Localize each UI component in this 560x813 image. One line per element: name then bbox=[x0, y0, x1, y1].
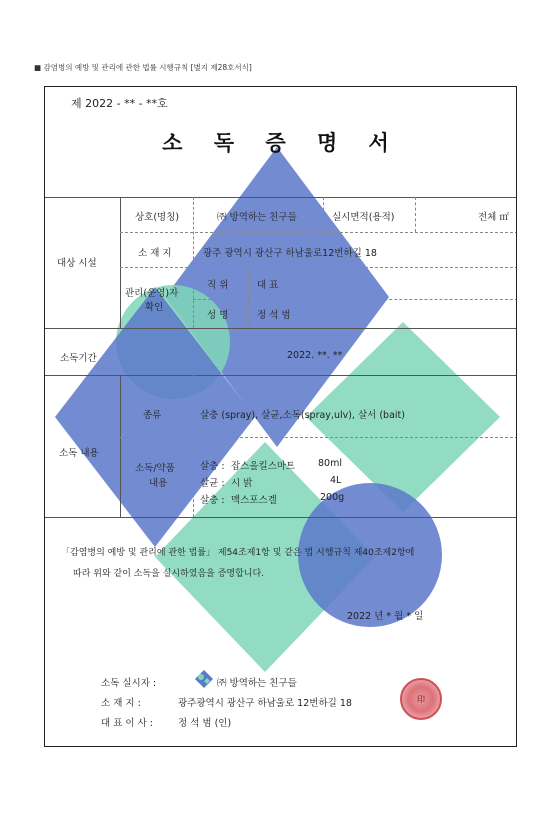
signer-address-label: 소 재 지 : bbox=[101, 698, 141, 709]
facility-section-label: 대상 시설 bbox=[57, 258, 97, 269]
row-divider bbox=[45, 328, 517, 329]
chemical-amount: 80ml bbox=[318, 458, 342, 469]
area-label: 실시면적(용적) bbox=[332, 212, 395, 223]
period-label: 소독기간 bbox=[60, 353, 97, 364]
document-title: 소 독 증 명 서 bbox=[162, 131, 401, 155]
position-value: 대 표 bbox=[257, 280, 279, 291]
business-name-label: 상호(명칭) bbox=[135, 212, 180, 223]
period-value: 2022. **. ** bbox=[287, 350, 343, 361]
representative-value: 정 석 범 (인) bbox=[178, 718, 232, 729]
chemical-name: 잡스올킬스마트 bbox=[231, 461, 296, 472]
company-logo-icon bbox=[195, 670, 213, 688]
disinfection-section-divider bbox=[120, 375, 121, 517]
table-top-border bbox=[45, 197, 517, 198]
representative-label: 대 표 이 사 : bbox=[101, 718, 153, 729]
row-divider bbox=[120, 437, 517, 438]
chemical-amount: 200g bbox=[320, 492, 345, 503]
col-divider bbox=[193, 197, 194, 328]
executor-value: ㈜ 방역하는 친구들 bbox=[217, 678, 297, 689]
document-number: 제 2022 - ** - **호 bbox=[71, 97, 168, 110]
position-label: 직 위 bbox=[207, 280, 229, 291]
chemical-kind: 살균 : bbox=[200, 478, 225, 489]
person-name-label: 성 명 bbox=[207, 310, 229, 321]
row-divider bbox=[120, 232, 517, 233]
statement-line-2: 따라 위와 같이 소독을 실시하였음을 증명합니다. bbox=[73, 569, 265, 579]
col-divider bbox=[248, 267, 249, 328]
chemical-name: 시 밝 bbox=[231, 478, 253, 489]
col-divider bbox=[415, 197, 416, 232]
statement-date: 2022 년 * 월 * 일 bbox=[347, 611, 424, 622]
chemical-kind: 살충 : bbox=[200, 495, 225, 506]
form-header-note: ■ 감염병의 예방 및 관리에 관한 법률 시행규칙 [별지 제28호서식] bbox=[34, 63, 252, 72]
chemical-name: 맥스포스겔 bbox=[231, 495, 277, 506]
manager-label-confirm: 확인 bbox=[145, 302, 164, 313]
signer-address-value: 광주광역시 광산구 하남울로 12번하길 18 bbox=[178, 698, 352, 709]
col-divider bbox=[323, 197, 324, 232]
executor-label: 소독 실시자 : bbox=[101, 678, 157, 689]
address-value: 광주 광역시 광산구 하남울로12번하길 18 bbox=[203, 248, 377, 259]
row-divider bbox=[120, 267, 517, 268]
statement-line-1: 「감염병의 예방 및 관리에 관한 법률」 제54조제1항 및 같은 법 시행규칙 제40조제2항에 bbox=[61, 548, 415, 558]
chemical-label: 소독/약품 bbox=[135, 463, 175, 474]
official-seal-stamp: 印 bbox=[400, 678, 442, 720]
chemical-amount: 4L bbox=[330, 475, 342, 486]
row-divider bbox=[45, 517, 517, 518]
facility-section-divider bbox=[120, 197, 121, 328]
manager-label: 관리(운영)자 bbox=[125, 288, 179, 299]
row-divider bbox=[193, 299, 517, 300]
certificate-frame bbox=[44, 86, 517, 747]
chemical-kind: 살충 : bbox=[200, 461, 225, 472]
col-divider bbox=[193, 375, 194, 517]
person-name-value: 정 석 범 bbox=[257, 310, 291, 321]
type-value: 살충 (spray), 살균,소독(spray,ulv), 살서 (bait) bbox=[200, 410, 405, 421]
disinfection-section-label: 소독 내용 bbox=[59, 448, 99, 459]
business-name-value: ㈜ 방역하는 친구들 bbox=[217, 212, 297, 223]
type-label: 종류 bbox=[143, 410, 162, 421]
row-divider bbox=[45, 375, 517, 376]
chemical-label-content: 내용 bbox=[149, 478, 168, 489]
address-label: 소 재 지 bbox=[138, 248, 172, 259]
area-value: 전체 ㎡ bbox=[478, 212, 509, 223]
